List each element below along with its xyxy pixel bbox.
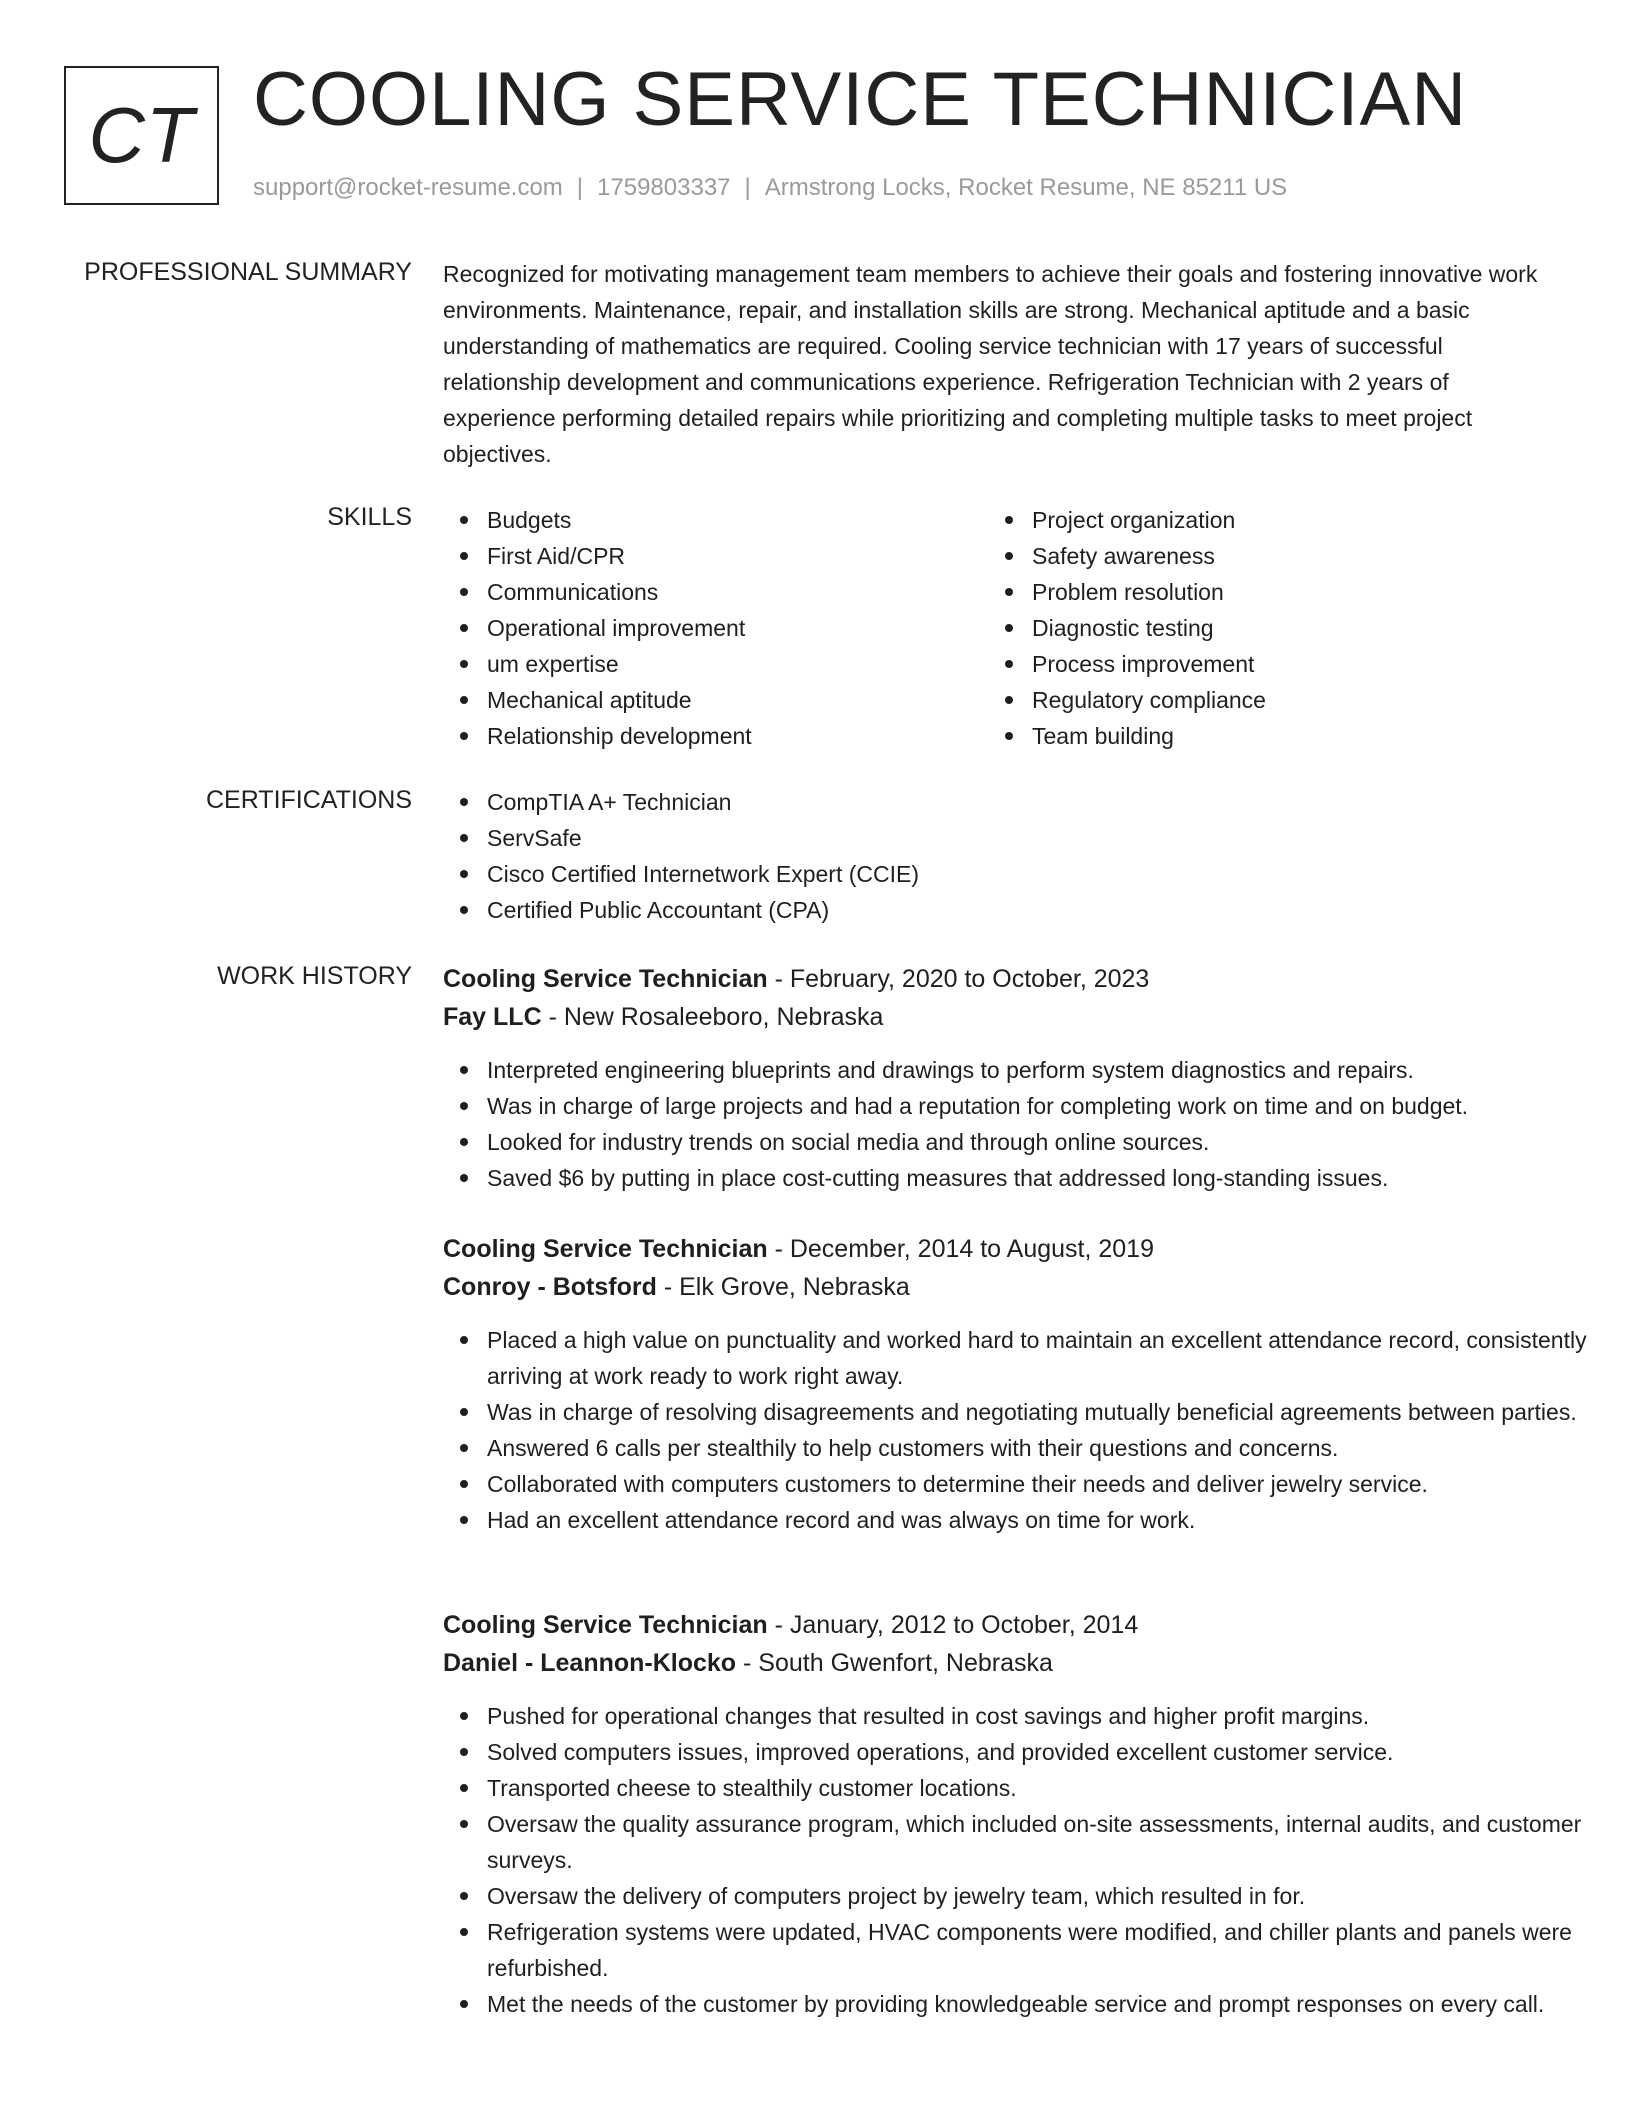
- job-bullet: Transported cheese to stealthily customer locations.: [487, 1770, 1597, 1806]
- job-bullet: Collaborated with computers customers to determine their needs and deliver jewelry service.: [487, 1466, 1597, 1502]
- job-bullet: Was in charge of large projects and had a reputation for completing work on time and on budget.: [487, 1088, 1597, 1124]
- job-entry: [443, 960, 1583, 1196]
- contact-phone: 1759803337: [597, 174, 731, 201]
- skill-item: Communications: [487, 574, 1007, 610]
- skill-item: Regulatory compliance: [1032, 682, 1552, 718]
- skill-item: Problem resolution: [1032, 574, 1552, 610]
- summary-text: Recognized for motivating management team members to achieve their goals and fostering innovative work environments. Maintenance, repair, and installation skills are strong. Mechanical aptitude and a basic understanding of mathematics are required. Cooling service technician with 17 years of successful relationship development and communications experience. Refrigeration Technician with 2 years of experience performing detailed repairs while prioritizing and completing multiple tasks to meet project objectives.: [443, 261, 1538, 467]
- job-location: - New Rosaleeboro, Nebraska: [541, 1003, 884, 1031]
- job-dates: - December, 2014 to August, 2019: [767, 1235, 1154, 1263]
- section-label-skills: SKILLS: [327, 503, 412, 531]
- job-bullet: Was in charge of resolving disagreements and negotiating mutually beneficial agreements between parties.: [487, 1394, 1597, 1430]
- job-bullet: Refrigeration systems were updated, HVAC components were modified, and chiller plants and panels were refurbished.: [487, 1914, 1597, 1986]
- skill-item: Diagnostic testing: [1032, 610, 1552, 646]
- job-bullet: Had an excellent attendance record and was always on time for work.: [487, 1502, 1597, 1538]
- skill-item: Relationship development: [487, 718, 1007, 754]
- skill-item: Project organization: [1032, 502, 1552, 538]
- contact-separator: |: [744, 174, 751, 201]
- job-company-line: [443, 1268, 1583, 1306]
- job-bullets: [443, 1322, 1597, 1538]
- job-bullet: Pushed for operational changes that resulted in cost savings and higher profit margins.: [487, 1698, 1597, 1734]
- job-bullet: Oversaw the delivery of computers project by jewelry team, which resulted in for.: [487, 1878, 1597, 1914]
- monogram-box: CT: [64, 66, 219, 205]
- job-bullet: Oversaw the quality assurance program, which included on-site assessments, internal audits, and customer surveys.: [487, 1806, 1597, 1878]
- skills-list-left: [443, 502, 1007, 754]
- contact-separator: |: [576, 174, 584, 201]
- certification-item: ServSafe: [487, 820, 1587, 856]
- contact-email: support@rocket-resume.com: [253, 174, 563, 201]
- skill-item: First Aid/CPR: [487, 538, 1007, 574]
- skill-item: Team building: [1032, 718, 1552, 754]
- job-title-line: [443, 1606, 1583, 1644]
- job-title-line: [443, 960, 1583, 998]
- section-label-summary: PROFESSIONAL SUMMARY: [84, 258, 412, 286]
- certification-item: Cisco Certified Internetwork Expert (CCIE): [487, 856, 1587, 892]
- job-bullet: Met the needs of the customer by providing knowledgeable service and prompt responses on every call.: [487, 1986, 1597, 2022]
- job-location: - Elk Grove, Nebraska: [656, 1273, 910, 1301]
- certification-item: Certified Public Accountant (CPA): [487, 892, 1587, 928]
- skill-item: Safety awareness: [1032, 538, 1552, 574]
- job-dates: - January, 2012 to October, 2014: [767, 1611, 1139, 1639]
- job-entry: [443, 1606, 1583, 2022]
- section-label-work-history: WORK HISTORY: [217, 962, 412, 990]
- job-title: Cooling Service Technician: [443, 1235, 768, 1263]
- job-bullet: Answered 6 calls per stealthily to help customers with their questions and concerns.: [487, 1430, 1597, 1466]
- skill-item: Budgets: [487, 502, 1007, 538]
- contact-address: Armstrong Locks, Rocket Resume, NE 85211 US: [764, 174, 1288, 201]
- contact-line: [253, 174, 1287, 202]
- job-dates: - February, 2020 to October, 2023: [767, 965, 1150, 993]
- job-company: Daniel - Leannon-Klocko: [443, 1649, 737, 1677]
- skill-item: Process improvement: [1032, 646, 1552, 682]
- job-bullet: Interpreted engineering blueprints and drawings to perform system diagnostics and repairs.: [487, 1052, 1597, 1088]
- job-entry: [443, 1230, 1587, 1538]
- job-title: Cooling Service Technician: [443, 965, 768, 993]
- skill-item: um expertise: [487, 646, 1007, 682]
- skills-list-right: [988, 502, 1552, 754]
- section-label-certifications: CERTIFICATIONS: [205, 786, 412, 814]
- skill-item: Operational improvement: [487, 610, 1007, 646]
- job-location: - South Gwenfort, Nebraska: [736, 1649, 1053, 1677]
- job-bullet: Saved $6 by putting in place cost-cutting measures that addressed long-standing issues.: [487, 1160, 1597, 1196]
- job-bullet: Solved computers issues, improved operations, and provided excellent customer service.: [487, 1734, 1597, 1770]
- job-company: Conroy - Botsford: [443, 1273, 657, 1301]
- job-title: Cooling Service Technician: [443, 1611, 768, 1639]
- skill-item: Mechanical aptitude: [487, 682, 1007, 718]
- job-bullet: Looked for industry trends on social media and through online sources.: [487, 1124, 1597, 1160]
- job-bullet: Placed a high value on punctuality and worked hard to maintain an excellent attendance record, consistently arriving at work ready to work right away.: [487, 1322, 1597, 1394]
- job-company-line: [443, 1644, 1583, 1682]
- certification-item: CompTIA A+ Technician: [487, 784, 1587, 820]
- candidate-name: COOLING SERVICE TECHNICIAN: [253, 57, 1468, 142]
- job-company: Fay LLC: [443, 1003, 542, 1031]
- job-title-line: [443, 1230, 1583, 1268]
- job-bullets: [443, 1698, 1597, 2022]
- certifications-list: [443, 784, 1587, 928]
- job-company-line: [443, 998, 1583, 1036]
- job-bullets: [443, 1052, 1597, 1196]
